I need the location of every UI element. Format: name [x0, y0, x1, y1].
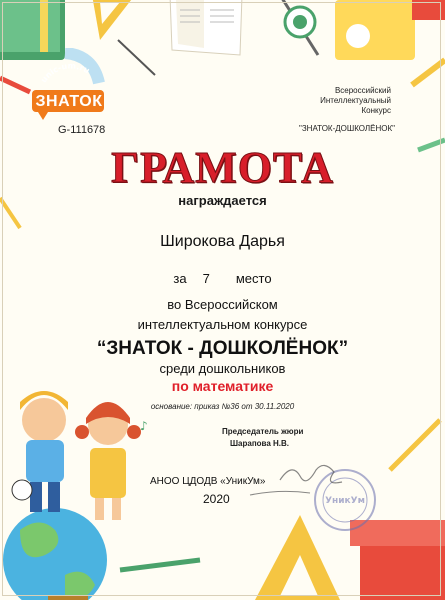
place-suffix: место — [235, 271, 272, 286]
svg-text:unic-um.ru: unic-um.ru — [39, 61, 92, 85]
subject-label: по математике — [171, 378, 274, 394]
triangle-ruler-illustration — [255, 515, 340, 600]
svg-text:♪: ♪ — [140, 419, 148, 433]
contest-line-1: Всероссийский — [334, 86, 391, 95]
event-name: “ЗНАТОК - ДОШКОЛЁНОК” — [96, 338, 349, 359]
organization-name: АНОО ЦДОДВ «УникУм» — [150, 476, 266, 487]
logo-brand-text: ЗНАТОК — [35, 93, 103, 110]
body-line-2: интеллектуальном конкурсе — [137, 317, 308, 332]
certificate-title: ГРАМОТА — [111, 143, 334, 192]
ruler-illustration — [92, 0, 135, 40]
awarded-label: награждается — [178, 193, 267, 208]
body-line-3: среди дошкольников — [159, 361, 286, 376]
year-label: 2020 — [203, 492, 230, 506]
contest-name: "ЗНАТОК-ДОШКОЛЁНОК" — [299, 124, 395, 133]
open-book-illustration — [170, 0, 242, 55]
contest-line-3: Конкурс — [361, 106, 391, 115]
girl-illustration — [75, 402, 148, 520]
svg-text:УникУм: УникУм — [325, 496, 365, 506]
basis-note: основание: приказ №36 от 30.11.2020 — [150, 402, 295, 411]
contest-description — [255, 86, 391, 116]
body-line-1: во Всероссийском — [167, 297, 278, 312]
ball-stick-illustration — [280, 0, 318, 55]
stamp-seal — [315, 470, 375, 530]
contest-line-2: Интеллектуальный — [320, 96, 391, 105]
recipient-name: Широкова Дарья — [160, 233, 285, 250]
pencils-right — [412, 60, 445, 150]
place-row — [0, 271, 445, 286]
logo-code: G-111678 — [58, 124, 106, 136]
red-book-illustration — [350, 520, 445, 600]
jury-title: Председатель жюри — [222, 427, 304, 436]
logo-badge-icon — [20, 48, 110, 133]
notebook-illustration — [335, 0, 445, 60]
place-prefix: за — [173, 271, 187, 286]
place-number: 7 — [202, 271, 210, 286]
jury-name: Шарапова Н.В. — [230, 439, 290, 448]
globe-illustration — [3, 508, 107, 600]
znatok-logo — [20, 48, 110, 133]
